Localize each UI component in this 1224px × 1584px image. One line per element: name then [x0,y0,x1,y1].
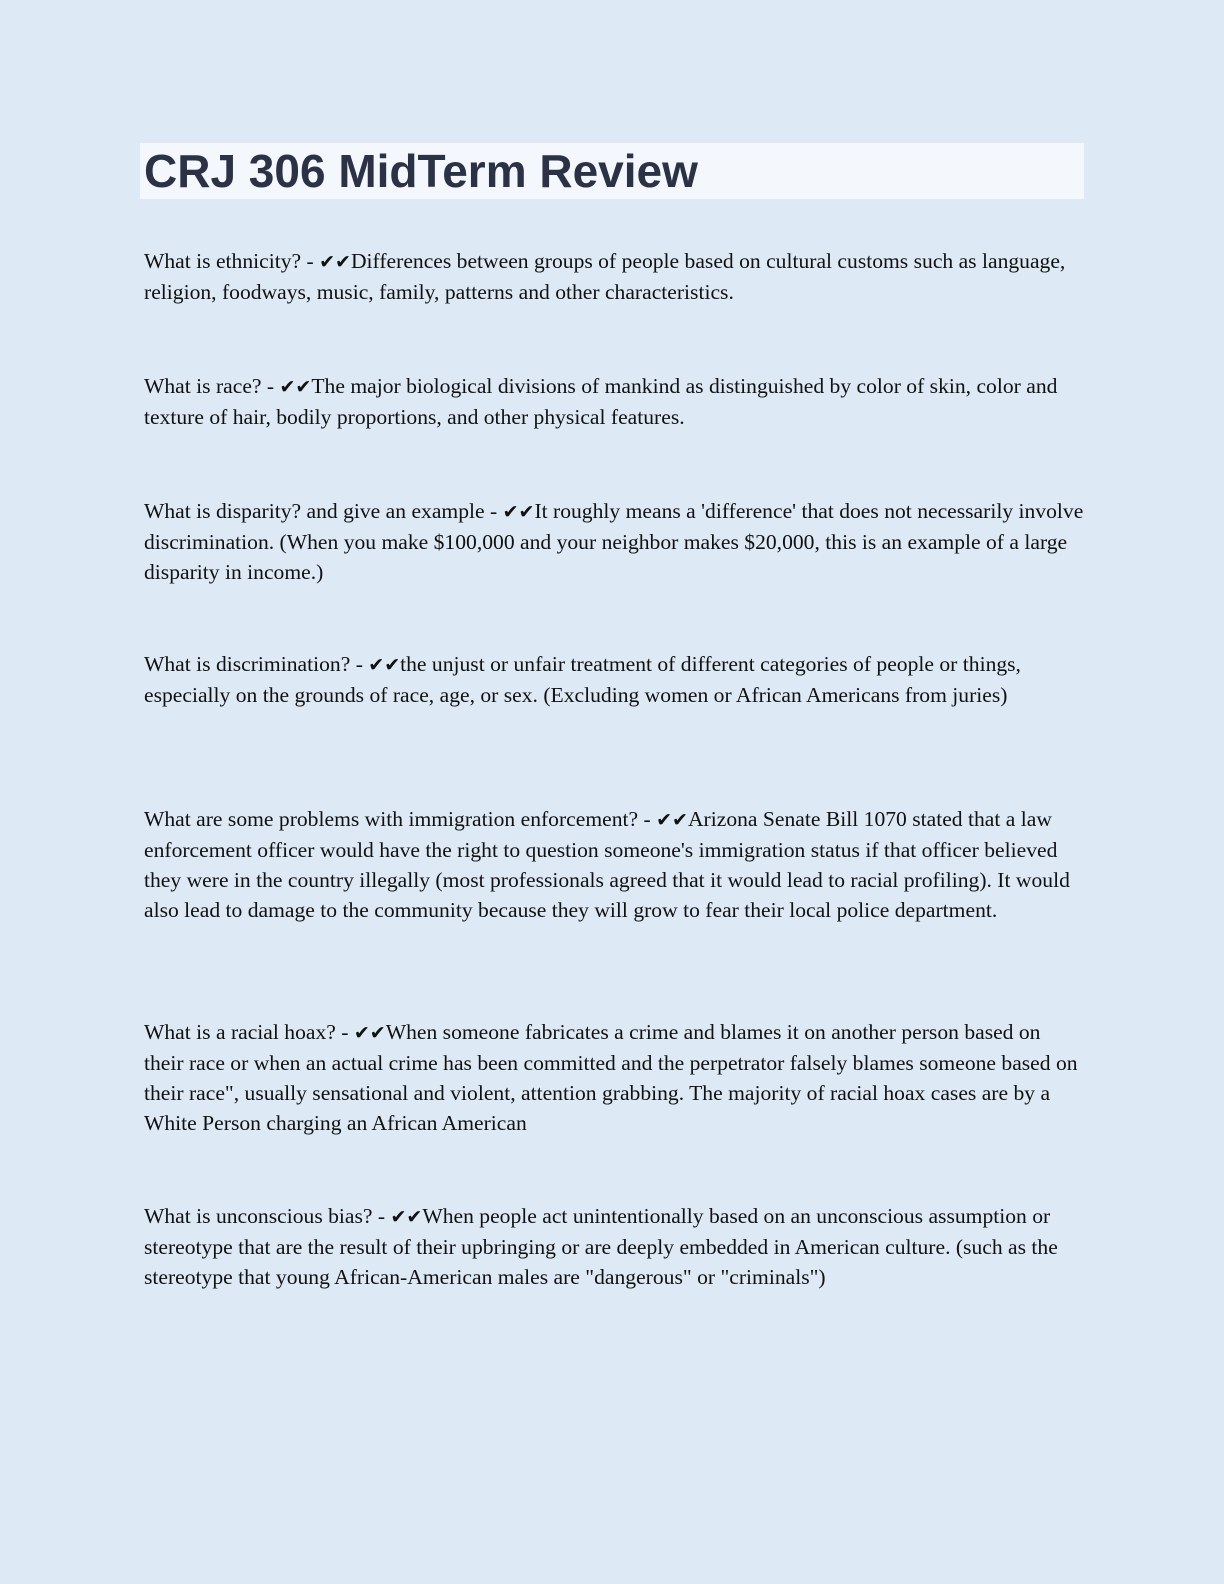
qa-item-disparity [144,496,1084,587]
qa-item-unconscious-bias [144,1201,1084,1292]
double-check-icon: ✔✔ [353,1022,386,1044]
double-check-icon: ✔✔ [390,1206,423,1228]
separator: - [261,374,280,398]
qa-item-discrimination [144,649,1084,710]
question-text: What is unconscious bias? [144,1204,373,1228]
separator: - [301,249,320,273]
double-check-icon: ✔✔ [368,654,401,676]
separator: - [638,807,657,831]
double-check-icon: ✔✔ [319,251,351,273]
separator: - [350,652,369,676]
question-text: What are some problems with immigration enforcement? [144,807,639,831]
answer-text: the unjust or unfair treatment of different categories of people or things, especially on the grounds of race, age, or sex. (Excluding women or African Americans from juries) [144,652,1021,707]
answer-text: When people act unintentionally based on an unconscious assumption or stereotype that are the result of their upbringing or are deeply embedded in American culture. (such as the stereotype that young African-American males are "dangerous" or "criminals") [144,1204,1058,1289]
double-check-icon: ✔✔ [656,809,688,831]
separator: - [335,1020,354,1044]
answer-text: The major biological divisions of mankind as distinguished by color of skin, color and texture of hair, bodily proportions, and other physical features. [144,374,1058,429]
answer-text: When someone fabricates a crime and blames it on another person based on their race or when an actual crime has been committed and the perpetrator falsely blames someone based on their race", usually sensational and violent, attention grabbing. The majority of racial hoax cases are by a White Person charging an African American [144,1020,1078,1135]
qa-item-ethnicity [144,246,1084,307]
answer-text: Differences between groups of people based on cultural customs such as language, religion, foodways, music, family, patterns and other characteristics. [144,249,1066,304]
qa-item-racial-hoax [144,1017,1084,1138]
qa-item-race [144,371,1084,432]
question-text: What is race? [144,374,262,398]
question-text: What is disparity? and give an example [144,499,485,523]
double-check-icon: ✔✔ [279,376,312,398]
question-text: What is ethnicity? [144,249,302,273]
answer-text: It roughly means a 'difference' that does not necessarily involve discrimination. (When you make $100,000 and your neighbor makes $20,000, this is an example of a large disparity in income.) [144,499,1084,584]
double-check-icon: ✔✔ [502,501,535,523]
question-text: What is a racial hoax? [144,1020,336,1044]
question-text: What is discrimination? [144,652,351,676]
title-banner [140,143,1084,199]
separator: - [372,1204,391,1228]
qa-item-immigration-enforcement [144,804,1084,925]
answer-text: Arizona Senate Bill 1070 stated that a law enforcement officer would have the right to question someone's immigration status if that officer believed they were in the country illegally (most professionals agreed that it would lead to racial profiling). It would also lead to damage to the community because they will grow to fear their local police department. [144,807,1070,922]
separator: - [484,499,503,523]
page-title: CRJ 306 MidTerm Review [144,145,698,197]
